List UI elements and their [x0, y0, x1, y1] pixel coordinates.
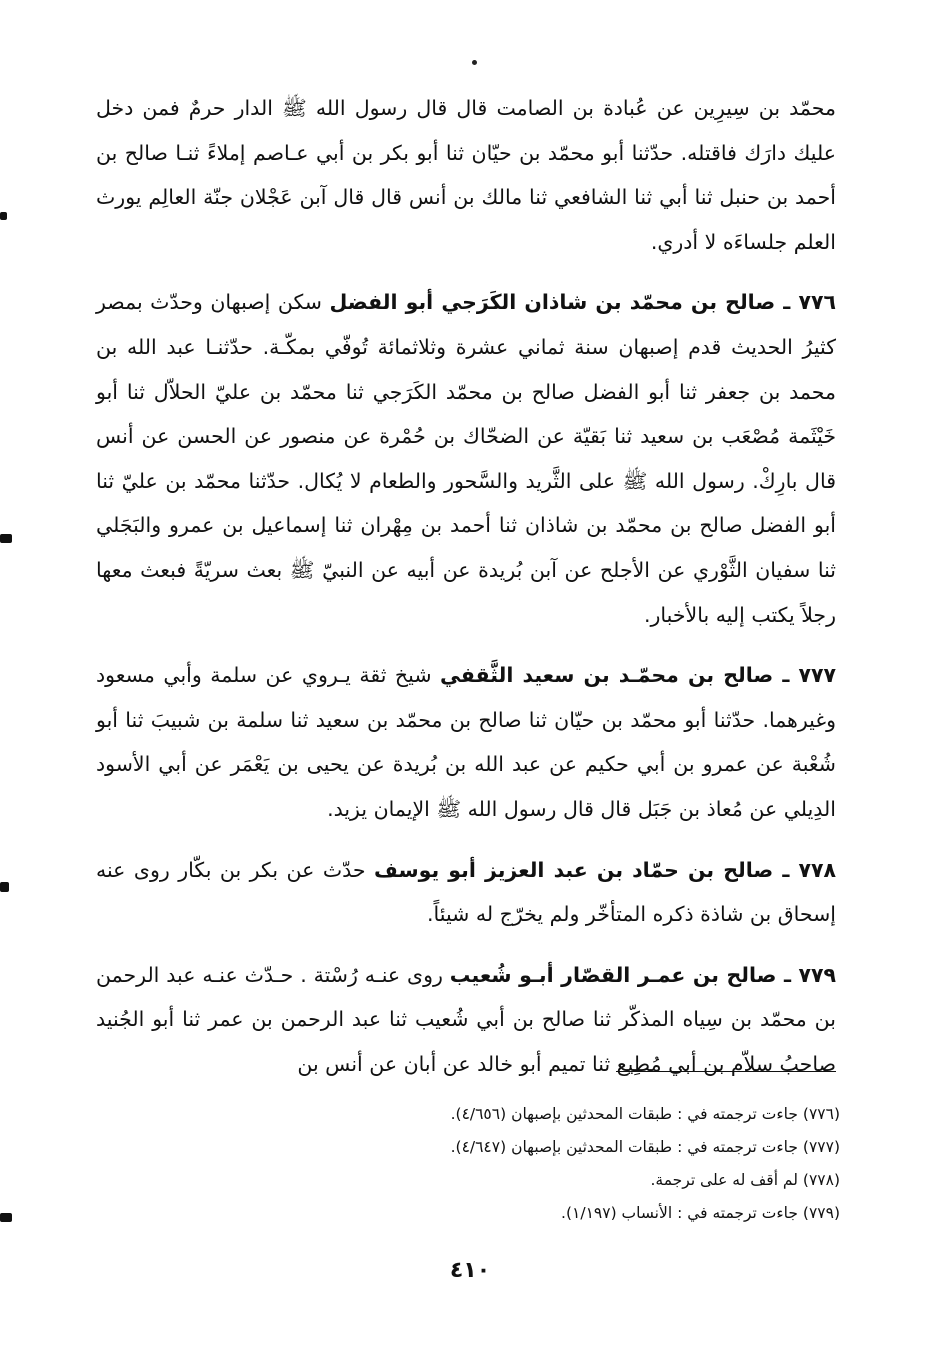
scan-mark	[0, 882, 9, 892]
scan-dot	[472, 60, 477, 65]
entry-778	[96, 848, 836, 937]
footnote-779: (٧٧٩) جاءت ترجمته في : الأنساب (١/١٩٧).	[561, 1204, 840, 1222]
entry-text: حدّث عن بكر بن بكّار روى عنه إسحاق بن شاذة ذكره المتأخّر ولم يخرّج له شيئاً.	[96, 857, 836, 927]
main-text	[96, 86, 836, 1102]
paragraph-continuation	[96, 86, 836, 264]
footnote-777: (٧٧٧) جاءت ترجمته في : طبقات المحدثين بإصبهان (٤/٦٤٧).	[450, 1138, 840, 1156]
entry-heading: ٧٧٧ ـ صالح بن محمّـد بن سعيد الثَّقفي	[440, 663, 836, 688]
entry-text: روى عنـه رُسْتة . حـدّث عنـه عبد الرحمن بن محمّد بن سِياه المذكّر ثنا صالح بن أبي شُعيب ثنا عبد الرحمن بن عمر ثنا أبو الجُنيد صاحبُ سلاّم بن أبي مُطِيع ثنا تميم أبو خالد عن أبان عن أنس بن	[96, 962, 836, 1076]
footnote-divider	[616, 1071, 836, 1072]
entry-776	[96, 280, 836, 637]
page-number: ٤١٠	[449, 1258, 491, 1283]
entry-heading: ٧٧٦ ـ صالح بن محمّد بن شاذان الكَرَجي أبو الفضل	[329, 290, 836, 315]
entry-text: محمّد بن سِيرِين عن عُبادة بن الصامت قال قال رسول الله ﷺ الدار حرمٌ فمن دخل عليك دارَك فاقتله. حدّثنا أبو محمّد بن حيّان ثنا أبو بكر بن أبي عـاصم إملاءً ثنـا صالح بن أحمد بن حنبل ثنا أبي ثنا الشافعي ثنا مالك بن أنس قال قال آبن عَجْلان جنّة العالِم يورث العلم جلساءَه لا أدري.	[96, 96, 836, 254]
entry-heading: ٧٧٩ ـ صالح بن عمـر القصّار أبـو شُعيب	[449, 962, 836, 987]
scan-mark	[0, 212, 7, 220]
footnote-778: (٧٧٨) لم أقف له على ترجمة.	[650, 1171, 840, 1189]
entry-text: شيخ ثقة يـروي عن سلمة وأبي مسعود وغيرهما. حدّثنا أبو محمّد بن حيّان ثنا صالح بن محمّد بن سعيد ثنا سلمة بن شبيبَ ثنا أبو شُعْبة عن عمرو بن أبي حكيم عن عبد الله بن بُريدة عن يحيى بن يَعْمَر عن أبي الأسود الدِيلي عن مُعاذ بن جَبَل قال قال رسول الله ﷺ الإيمان يزيد.	[96, 663, 836, 821]
scan-mark	[0, 534, 12, 543]
scan-mark	[0, 1213, 12, 1222]
entry-779	[96, 953, 836, 1087]
entry-777	[96, 653, 836, 831]
entry-heading: ٧٧٨ ـ صالح بن حمّاد بن عبد العزيز أبو يوسف	[374, 857, 836, 882]
entry-text: سكن إصبهان وحدّث بمصر كثيرُ الحديث قدم إصبهان سنة ثماني عشرة وثلاثمائة تُوفّي بمكّـة. حدّثنـا عبد الله بن محمد بن جعفر ثنا أبو الفضل صالح بن محمّد الكَرَجي ثنا محمّد بن عليّ الحلاّل ثنا أبو خَيْثَمة مُصْعَب بن سعيد ثنا بَقيّة عن الضحّاك بن حُمْرة عن منصور عن الحسن عن أنس قال بارِكْ. رسول الله ﷺ على الثَّريد والسَّحور والطعام لا يُكال. حدّثنا محمّد بن عليّ ثنا أبو الفضل صالح بن محمّد بن شاذان ثنا أحمد بن مِهْران ثنا إسماعيل بن عمرو والبَجَلي ثنا سفيان الثَّوْري عن الأجلح عن آبن بُريدة عن أبيه عن النبيّ ﷺ بعث سريّةً فبعث معها رجلاً يكتب إليه بالأخبار.	[96, 290, 836, 627]
footnote-776: (٧٧٦) جاءت ترجمته في : طبقات المحدثين بإصبهان (٤/٦٥٦).	[450, 1105, 840, 1123]
footnotes	[300, 1098, 840, 1230]
